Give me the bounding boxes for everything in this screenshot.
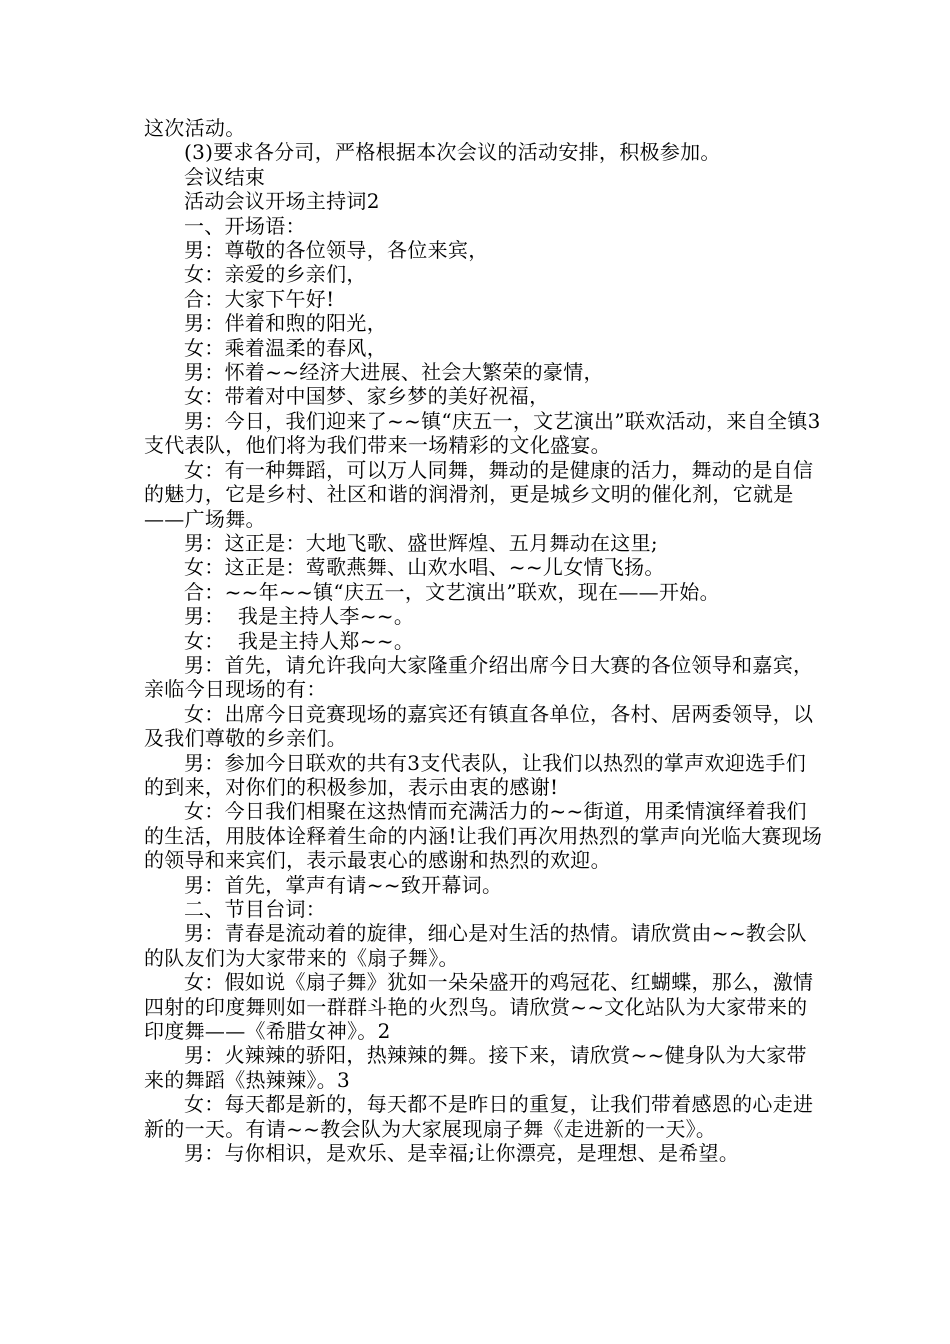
dialogue-line: 男：这正是：大地飞歌、盛世辉煌、五月舞动在这里;	[184, 530, 658, 555]
dialogue-line: 男：首先，掌声有请~~致开幕词。	[184, 872, 503, 897]
dialogue-line: 女：每天都是新的，每天都不是昨日的重复，让我们带着感恩的心走进新的一天。有请~~教会队为大家展现扇子舞《走进新的一天》。	[144, 1092, 814, 1141]
section-heading-opening: 一、开场语：	[184, 213, 306, 238]
dialogue-line: 女：有一种舞蹈，可以万人同舞，舞动的是健康的活力，舞动的是自信的魅力，它是乡村、社区和谐的润滑剂，更是城乡文明的催化剂，它就是——广场舞。	[144, 457, 814, 531]
dialogue-line: 女：这正是：莺歌燕舞、山欢水唱、~~儿女情飞扬。	[184, 555, 665, 580]
dialogue-line: 女：亲爱的乡亲们，	[184, 262, 367, 287]
paragraph-continuation: 这次活动。	[144, 116, 246, 140]
paragraph-requirement-3: (3)要求各分司，严格根据本次会议的活动安排，积极参加。	[184, 140, 721, 165]
dialogue-line: 女：出席今日竞赛现场的嘉宾还有镇直各单位，各村、居两委领导，以及我们尊敬的乡亲们。	[144, 701, 814, 751]
dialogue-line: 男：今日，我们迎来了~~镇“庆五一，文艺演出”联欢活动，来自全镇3支代表队，他们将为我们带来一场精彩的文化盛宴。	[144, 408, 821, 458]
dialogue-line: 男：青春是流动着的旋律，细心是对生活的热情。请欣赏由~~教会队的队友们为大家带来的《扇子舞》。	[144, 921, 807, 970]
dialogue-line: 男：与你相识，是欢乐、是幸福;让你漂亮，是理想、是希望。	[184, 1141, 740, 1166]
dialogue-line: 男：首先，请允许我向大家隆重介绍出席今日大赛的各位领导和嘉宾，亲临今日现场的有：	[144, 652, 814, 702]
dialogue-line: 男： 我是主持人李~~。	[184, 604, 415, 629]
dialogue-line: 男：怀着~~经济大进展、社会大繁荣的豪情，	[184, 360, 604, 385]
document-page	[144, 116, 824, 1165]
dialogue-line: 女：假如说《扇子舞》犹如一朵朵盛开的鸡冠花、红蝴蝶，那么，激情四射的印度舞则如一群群斗艳的火烈鸟。请欣赏~~文化站队为大家带来的印度舞——《希腊女神》。2	[144, 970, 814, 1044]
dialogue-line: 男：尊敬的各位领导，各位来宾，	[184, 238, 489, 263]
section-title: 活动会议开场主持词2	[184, 189, 380, 214]
paragraph-meeting-end: 会议结束	[184, 164, 266, 189]
dialogue-line: 女：乘着温柔的春风，	[184, 335, 387, 360]
dialogue-line: 合：大家下午好!	[184, 286, 335, 311]
dialogue-line: 女： 我是主持人郑~~。	[184, 628, 415, 653]
dialogue-line: 女：今日我们相聚在这热情而充满活力的~~街道，用柔情演绎着我们的生活，用肢体诠释着生命的内涵!让我们再次用热烈的掌声向光临大赛现场的领导和来宾们，表示最衷心的感谢和热烈的欢迎。	[144, 799, 823, 873]
dialogue-line: 男：伴着和煦的阳光，	[184, 311, 387, 336]
dialogue-line: 女：带着对中国梦、家乡梦的美好祝福，	[184, 384, 550, 409]
section-heading-program: 二、节目台词：	[184, 897, 327, 921]
dialogue-line: 男：火辣辣的骄阳，热辣辣的舞。接下来，请欣赏~~健身队为大家带来的舞蹈《热辣辣》。3	[144, 1043, 807, 1092]
dialogue-line: 男：参加今日联欢的共有3支代表队，让我们以热烈的掌声欢迎选手们的到来，对你们的积极参加，表示由衷的感谢!	[144, 750, 807, 799]
dialogue-line: 合：~~年~~镇“庆五一，文艺演出”联欢，现在——开始。	[184, 579, 720, 604]
